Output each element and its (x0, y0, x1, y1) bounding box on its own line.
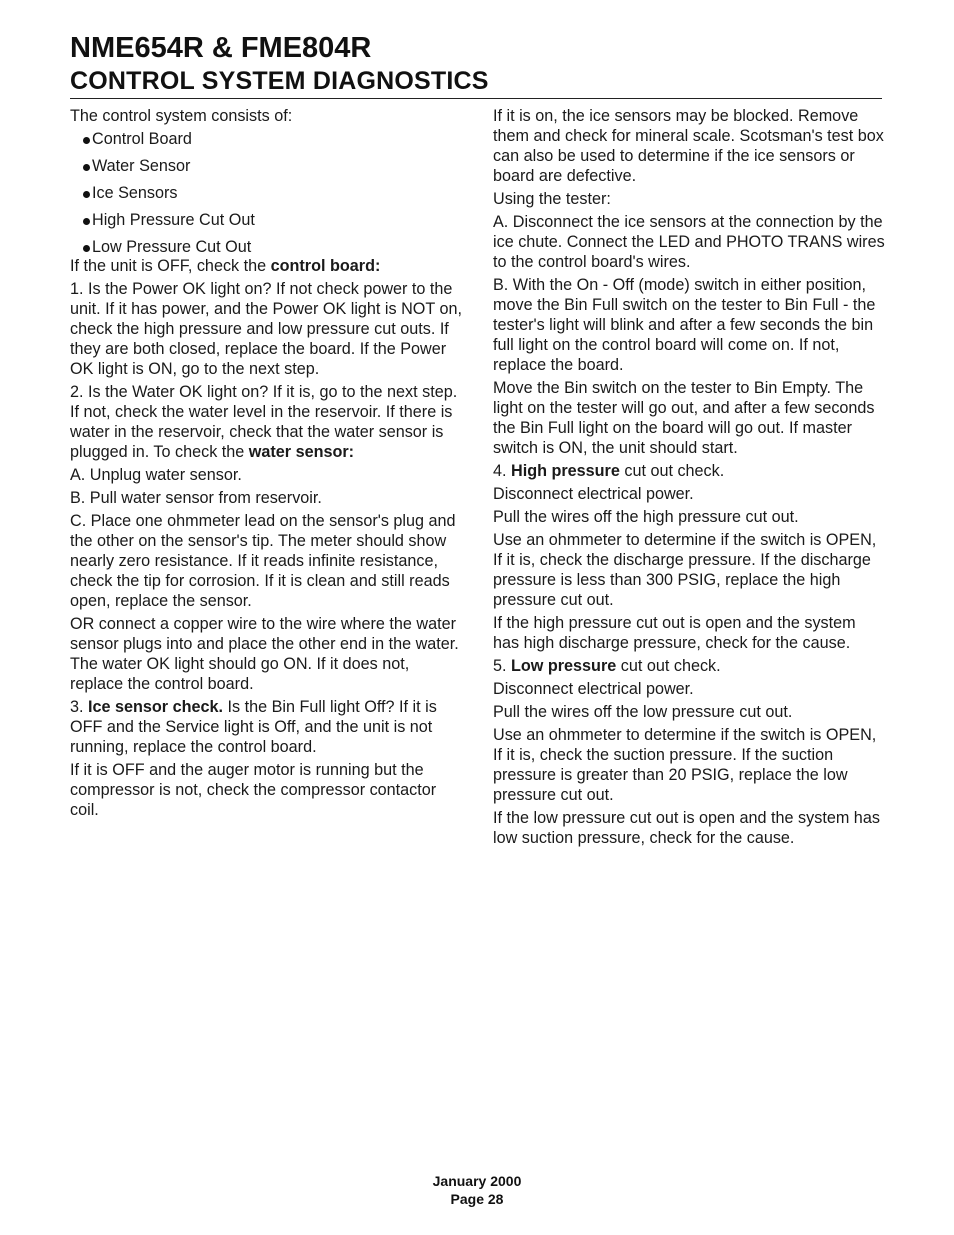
paragraph: Disconnect electrical power. (493, 680, 694, 698)
page-footer (0, 1172, 954, 1208)
component-list (70, 130, 465, 256)
bullet-icon (83, 245, 90, 252)
paragraph: If it is on, the ice sensors may be blocked. Remove them and check for mineral scale. Scotsman's test box can also be used to determine if the ice sensors or board are defective. (493, 107, 884, 185)
paragraph: B. Pull water sensor from reservoir. (70, 489, 322, 507)
list-item: Water Sensor (70, 157, 465, 184)
right-column (493, 106, 885, 851)
paragraph: C. Place one ohmmeter lead on the sensor's plug and the other on the sensor's tip. The meter should show nearly zero resistance. If it reads infinite resistance, check the tip for corrosion. If it is clean and still reads open, replace the sensor. (70, 512, 456, 610)
list-item: High Pressure Cut Out (70, 211, 465, 238)
paragraph: 2. Is the Water OK light on? If it is, go to the next step. If not, check the water level in the reservoir. If there is water in the reservoir, check that the water sensor is plugged in. To check the water sensor: (70, 383, 458, 461)
bullet-icon (83, 137, 90, 144)
section-title: CONTROL SYSTEM DIAGNOSTICS (70, 67, 489, 95)
paragraph: Use an ohmmeter to determine if the switch is OPEN, If it is, check the suction pressure. If the suction pressure is greater than 20 PSIG, replace the low pressure cut out. (493, 726, 877, 804)
paragraph: 1. Is the Power OK light on? If not check power to the unit. If it has power, and the Power OK light is NOT on, check the high pressure and low pressure cut outs. If they are both closed, replace the board. If the Power OK light is ON, go to the next step. (70, 280, 462, 378)
left-column (70, 106, 465, 823)
paragraph: If the low pressure cut out is open and the system has low suction pressure, check for the cause. (493, 809, 880, 847)
paragraph: Pull the wires off the low pressure cut out. (493, 703, 793, 721)
paragraph: Disconnect electrical power. (493, 485, 694, 503)
footer-date: January 2000 (432, 1173, 522, 1189)
page-title: NME654R & FME804R (70, 32, 372, 64)
paragraph: OR connect a copper wire to the wire where the water sensor plugs into and place the other end in the water. The water OK light should go ON. If it does not, replace the control board. (70, 615, 459, 693)
page-number: Page 28 (450, 1191, 504, 1207)
intro-text: The control system consists of: (70, 107, 293, 125)
paragraph: If the unit is OFF, check the control board: (70, 257, 381, 275)
bullet-icon (83, 218, 90, 225)
bullet-icon (83, 191, 90, 198)
list-item: Ice Sensors (70, 184, 465, 211)
paragraph: Pull the wires off the high pressure cut out. (493, 508, 799, 526)
paragraph: If the high pressure cut out is open and the system has high discharge pressure, check for the cause. (493, 614, 856, 652)
paragraph: 5. Low pressure cut out check. (493, 657, 721, 675)
header-divider (70, 98, 882, 99)
paragraph: Move the Bin switch on the tester to Bin Empty. The light on the tester will go out, and after a few seconds the Bin Full light on the board will go out. If master switch is ON, the unit should start. (493, 379, 875, 457)
page-header (70, 30, 882, 96)
paragraph: A. Unplug water sensor. (70, 466, 242, 484)
paragraph: 3. Ice sensor check. Is the Bin Full light Off? If it is OFF and the Service light is Off, and the unit is not running, replace the control board. (70, 698, 437, 756)
paragraph: 4. High pressure cut out check. (493, 462, 725, 480)
paragraph: A. Disconnect the ice sensors at the connection by the ice chute. Connect the LED and PHOTO TRANS wires to the control board's wires. (493, 213, 885, 271)
list-item: Low Pressure Cut Out (70, 238, 465, 256)
paragraph: Using the tester: (493, 190, 611, 208)
paragraph: B. With the On - Off (mode) switch in either position, move the Bin Full switch on the tester to Bin Full - the tester's light will blink and after a few seconds the bin full light on the control board will come on. If not, replace the board. (493, 276, 876, 374)
bullet-icon (83, 164, 90, 171)
list-item: Control Board (70, 130, 465, 157)
paragraph: If it is OFF and the auger motor is running but the compressor is not, check the compressor contactor coil. (70, 761, 437, 819)
paragraph: Use an ohmmeter to determine if the switch is OPEN, If it is, check the discharge pressure. If the discharge pressure is less than 300 PSIG, replace the high pressure cut out. (493, 531, 877, 609)
